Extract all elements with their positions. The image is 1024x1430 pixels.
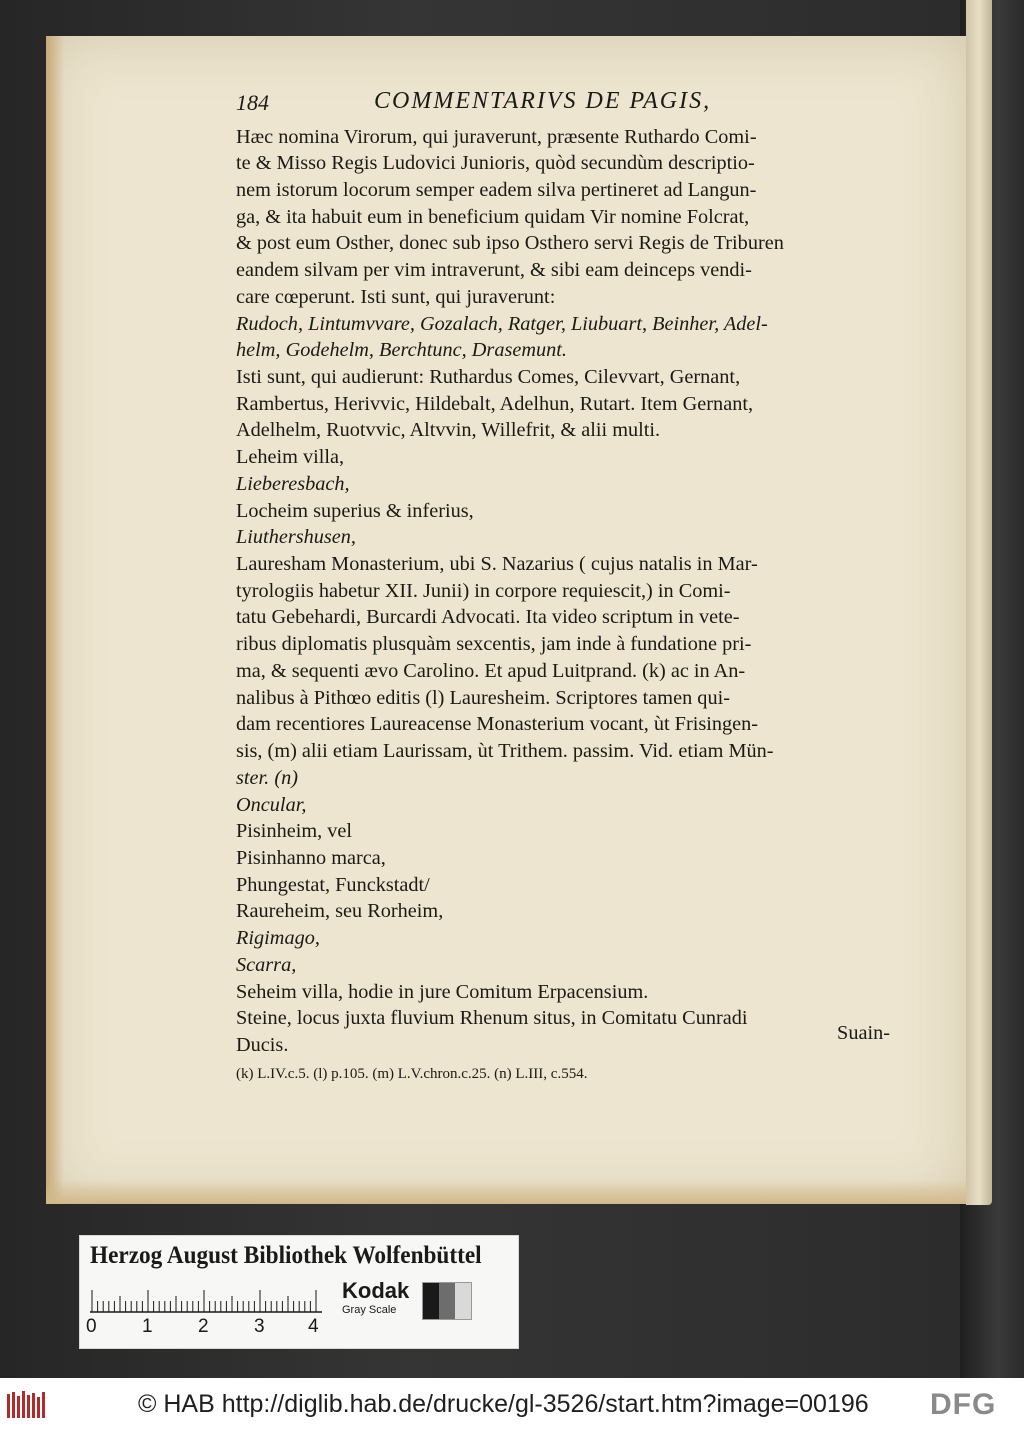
text-line: Leheim villa, [236, 446, 345, 468]
text-line: tyrologiis habetur XII. Junii) in corpore requiescit,) in Comi- [236, 580, 731, 602]
text-line: & post eum Osther, donec sub ipso Osthero servi Regis de Triburen [236, 232, 784, 254]
gray-swatch [439, 1283, 455, 1319]
text-line: ribus diplomatis plusquàm sexcentis, jam inde à fundatione pri- [236, 633, 752, 655]
text-line: nem istorum locorum semper eadem silva pertineret ad Langun- [236, 179, 757, 201]
text-line: Isti sunt, qui audierunt: Ruthardus Comes, Cilevvart, Gernant, [236, 366, 741, 388]
text-line: Liuthershusen, [236, 526, 357, 548]
grayscale-label: Gray Scale [342, 1304, 397, 1316]
hab-logo-icon [6, 1390, 48, 1420]
library-color-card [79, 1235, 519, 1349]
text-line: Rambertus, Herivvic, Hildebalt, Adelhun, Rutart. Item Gernant, [236, 393, 754, 415]
text-line: ma, & sequenti ævo Carolino. Et apud Luitprand. (k) ac in An- [236, 660, 746, 682]
text-line: Pisinhanno marca, [236, 847, 386, 869]
page-edge-bottom [46, 1180, 966, 1204]
ruler-number: 3 [254, 1316, 265, 1337]
text-line: care cœperunt. Isti sunt, qui juraverunt: [236, 286, 556, 308]
text-line: Adelhelm, Ruotvvic, Altvvin, Willefrit, & alii multi. [236, 419, 661, 441]
text-line: helm, Godehelm, Berchtunc, Drasemunt. [236, 339, 567, 361]
gray-swatch [455, 1283, 471, 1319]
gray-swatches [422, 1282, 472, 1320]
text-line: tatu Gebehardi, Burcardi Advocati. Ita video scriptum in vete- [236, 606, 740, 628]
ruler-number: 2 [198, 1316, 209, 1337]
text-line: Steine, locus juxta fluvium Rhenum situs, in Comitatu Cunradi [236, 1007, 748, 1029]
page-edge-shadow [46, 36, 64, 1203]
text-line: Raureheim, seu Rorheim, [236, 900, 444, 922]
text-line: sis, (m) alii etiam Laurissam, ùt Trithem. passim. Vid. etiam Mün- [236, 740, 774, 762]
text-line: Hæc nomina Virorum, qui juraverunt, præsente Ruthardo Comi- [236, 126, 757, 148]
ruler-numbers [86, 1316, 322, 1338]
running-title: COMMENTARIVS DE PAGIS, [374, 88, 712, 114]
text-line: Lauresham Monasterium, ubi S. Nazarius ( cujus natalis in Mar- [236, 553, 758, 575]
catchword: Suain- [837, 1022, 890, 1044]
page-number: 184 [236, 90, 269, 115]
text-line: eandem silvam per vim intraverunt, & sibi eam deinceps vendi- [236, 259, 752, 281]
text-line: Scarra, [236, 954, 297, 976]
text-line: ga, & ita habuit eum in beneficium quidam Vir nomine Folcrat, [236, 206, 750, 228]
ruler-number: 0 [86, 1316, 97, 1337]
text-line: Ducis. [236, 1034, 289, 1056]
facing-page-edge [966, 0, 992, 1205]
text-line: Oncular, [236, 794, 307, 816]
text-line: Lieberesbach, [236, 473, 350, 495]
copyright-link[interactable]: © HAB http://diglib.hab.de/drucke/gl-3526/start.htm?image=00196 [138, 1390, 869, 1418]
ruler-number: 4 [308, 1316, 319, 1337]
text-line: Phungestat, Funckstadt/ [236, 874, 430, 896]
kodak-brand: Kodak [342, 1278, 410, 1303]
text-line: Seheim villa, hodie in jure Comitum Erpacensium. [236, 981, 649, 1003]
text-line: Rigimago, [236, 927, 320, 949]
ruler-number: 1 [142, 1316, 153, 1337]
dfg-logo: DFG [930, 1388, 997, 1421]
text-line: Rudoch, Lintumvvare, Gozalach, Ratger, Liubuart, Beinher, Adel- [236, 313, 768, 335]
gray-swatch [423, 1283, 439, 1319]
scale-ruler [90, 1286, 322, 1314]
text-line: dam recentiores Laureacense Monasterium vocant, ùt Frisingen- [236, 713, 759, 735]
text-line: nalibus à Pithœo editis (l) Lauresheim. Scriptores tamen qui- [236, 687, 730, 709]
page-header [236, 86, 876, 120]
footnotes: (k) L.IV.c.5. (l) p.105. (m) L.V.chron.c.25. (n) L.III, c.554. [236, 1066, 588, 1082]
text-line: Pisinheim, vel [236, 820, 353, 842]
text-line: Locheim superius & inferius, [236, 500, 474, 522]
text-line: te & Misso Regis Ludovici Junioris, quòd secundùm descriptio- [236, 152, 755, 174]
text-line: ster. (n) [236, 767, 298, 789]
footer-bar [0, 1378, 1024, 1430]
library-name: Herzog August Bibliothek Wolfenbüttel [90, 1242, 482, 1269]
